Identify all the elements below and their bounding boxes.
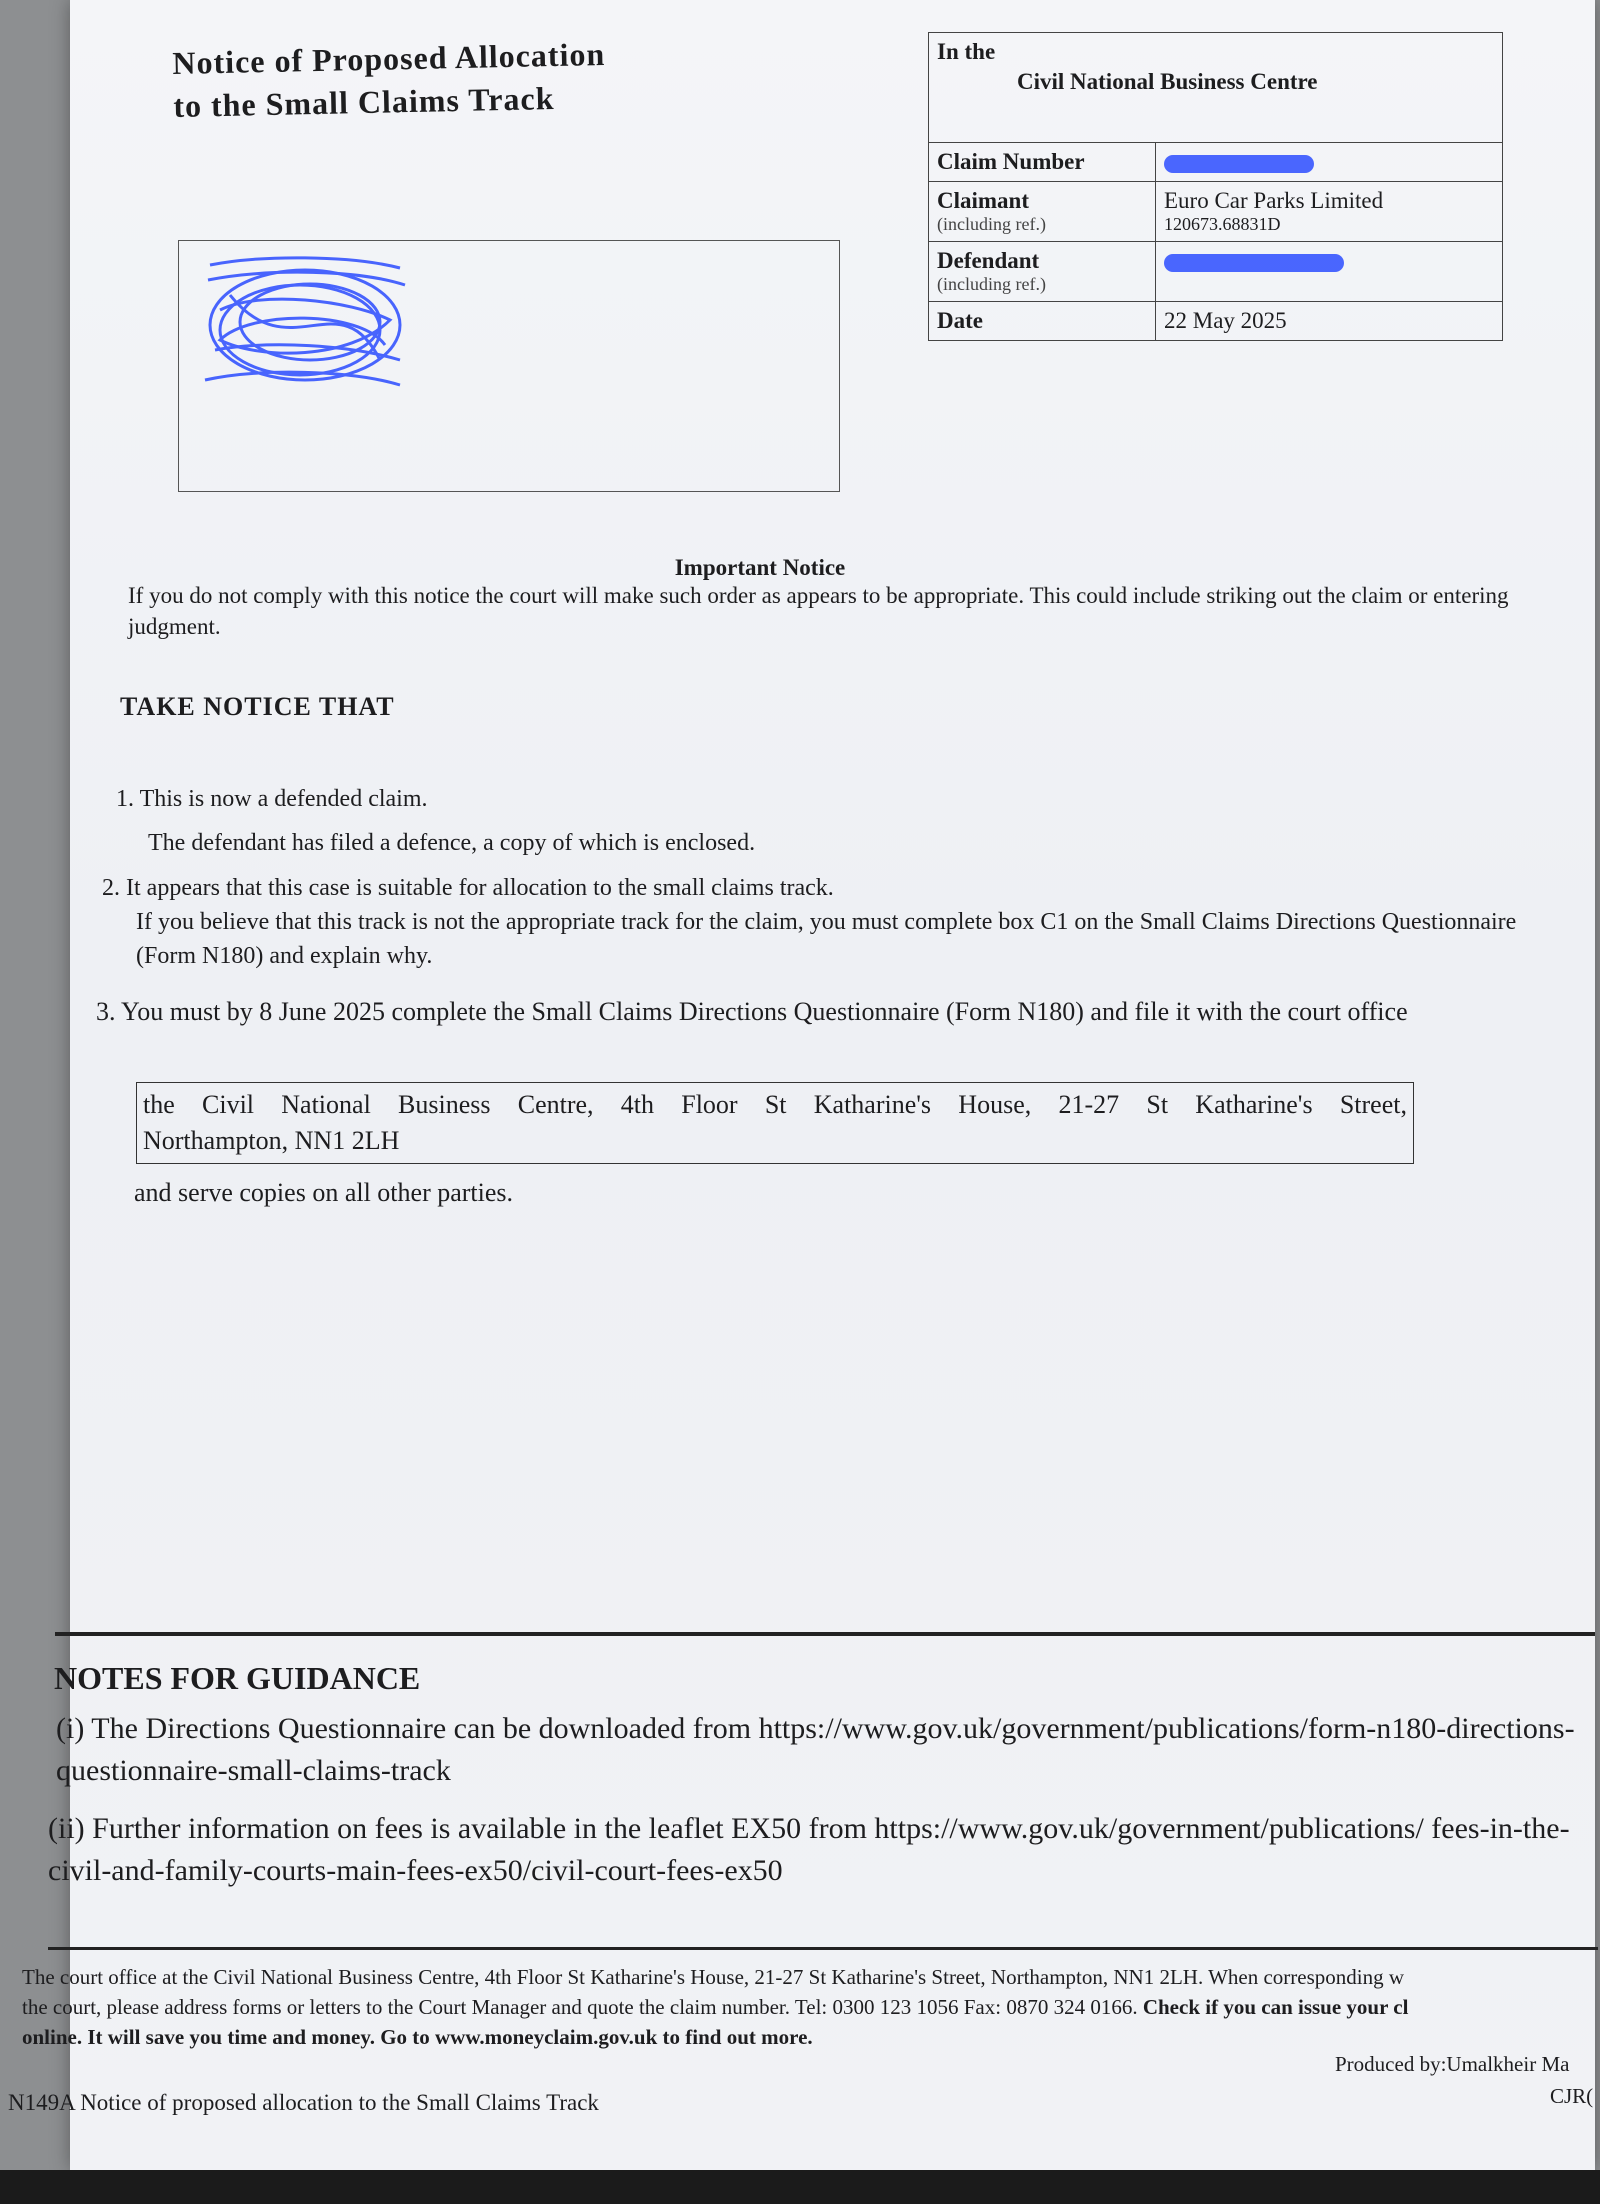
notes-heading: NOTES FOR GUIDANCE [54,1660,421,1696]
court-header-row [929,33,1503,143]
important-notice-text: If you do not comply with this notice the court will make such order as appears to be appropriate. This could include striking out the claim or entering judgment. [128,583,1509,639]
note-text: The Directions Questionnaire can be downloaded from https://www.gov.uk/government/publications/form-n180-directions-questionnaire-small-claims-track [56,1712,1575,1787]
title-line-2: to the Small Claims Track [172,80,555,124]
footer-line-3-text: online. It will save you time and money. Go to www.moneyclaim.gov.uk to find out more. [22,2025,813,2049]
item-number: 3. [96,997,116,1026]
address-line-1: the Civil National Business Centre, 4th Floor St Katharine's House, 21-27 St Katharine's Street, [143,1090,1407,1119]
date-value: 22 May 2025 [1156,302,1503,341]
item-number: 2. [102,875,120,901]
take-notice-heading: TAKE NOTICE THAT [120,692,395,721]
claimant-sublabel: (including ref.) [937,214,1046,234]
court-details-table [928,32,1503,341]
list-item [102,871,834,905]
background-strip [0,2170,1600,2204]
item-detail: If you believe that this track is not the appropriate track for the claim, you must complete box C1 on the Small Claims Directions Questionnaire (Form N180) and explain why. [136,909,1517,969]
important-notice-heading: Important Notice [674,555,846,580]
footer-line-2a: the court, please address forms or letters to the Court Manager and quote the claim number. Tel: 0300 123 1056 Fax: 0870 324 0166. [22,1995,1138,2019]
item-text: You must by 8 June 2025 complete the Small Claims Directions Questionnaire (Form N180) and file it with the court office [121,997,1408,1026]
defendant-value [1156,242,1503,302]
note-number: (ii) [48,1812,85,1845]
in-the-label: In the [937,39,996,64]
redaction-bar [1164,254,1344,272]
footer-line-1: The court office at the Civil National Business Centre, 4th Floor St Katharine's House, 21-27 St Katharine's Street, Northampton, NN1 2LH. When corresponding w [22,1965,1405,1989]
defendant-label: Defendant [937,248,1040,273]
claimant-value: Euro Car Parks Limited [1164,188,1384,213]
document-title [172,33,607,128]
defendant-label-cell [929,242,1156,302]
list-item [116,782,428,816]
claimant-row [929,182,1503,242]
footer-line-3 [22,2022,1600,2052]
list-item [96,992,1556,1032]
item-text: This is now a defended claim. [139,786,428,812]
redaction-bar [1164,155,1314,173]
claimant-reference: 120673.68831D [1164,214,1281,234]
footer-line-2 [22,1992,1600,2022]
date-row [929,302,1503,341]
note-number: (i) [56,1712,85,1745]
defendant-sublabel: (including ref.) [937,274,1046,294]
claimant-label-cell [929,182,1156,242]
divider [55,1632,1595,1636]
note-text: Further information on fees is available in the leaflet EX50 from https://www.gov.uk/government/publications/ fees-in-the-civil-and-family-courts-main-fees-ex50/civil-court-fees-ex50 [48,1812,1570,1887]
court-header-cell [929,33,1503,143]
claimant-label: Claimant [937,188,1029,213]
address-line-2: Northampton, NN1 2LH [143,1126,400,1155]
footer-text [22,1962,1600,2052]
title-line-1: Notice of Proposed Allocation [172,35,606,81]
item-number: 1. [116,786,134,812]
guidance-note [56,1708,1576,1792]
defendant-row [929,242,1503,302]
serve-copies-text: and serve copies on all other parties. [134,1178,514,1207]
guidance-note [48,1808,1578,1892]
item-detail: The defendant has filed a defence, a copy of which is enclosed. [148,830,756,856]
claim-number-label: Claim Number [929,143,1156,182]
claim-number-row [929,143,1503,182]
form-identifier: N149A Notice of proposed allocation to the Small Claims Track [8,2090,599,2115]
cjr-code: CJR( [1550,2084,1594,2108]
footer-line-2b: Check if you can issue your cl [1142,1995,1409,2019]
date-label: Date [929,302,1156,341]
claim-number-value [1156,143,1503,182]
redaction-scribble [200,250,410,400]
claimant-value-cell [1156,182,1503,242]
produced-by: Produced by:Umalkheir Ma [1335,2052,1570,2076]
divider [48,1947,1598,1950]
item-text: It appears that this case is suitable for allocation to the small claims track. [126,875,834,901]
court-name: Civil National Business Centre [1017,69,1318,94]
court-address-box [136,1082,1414,1164]
